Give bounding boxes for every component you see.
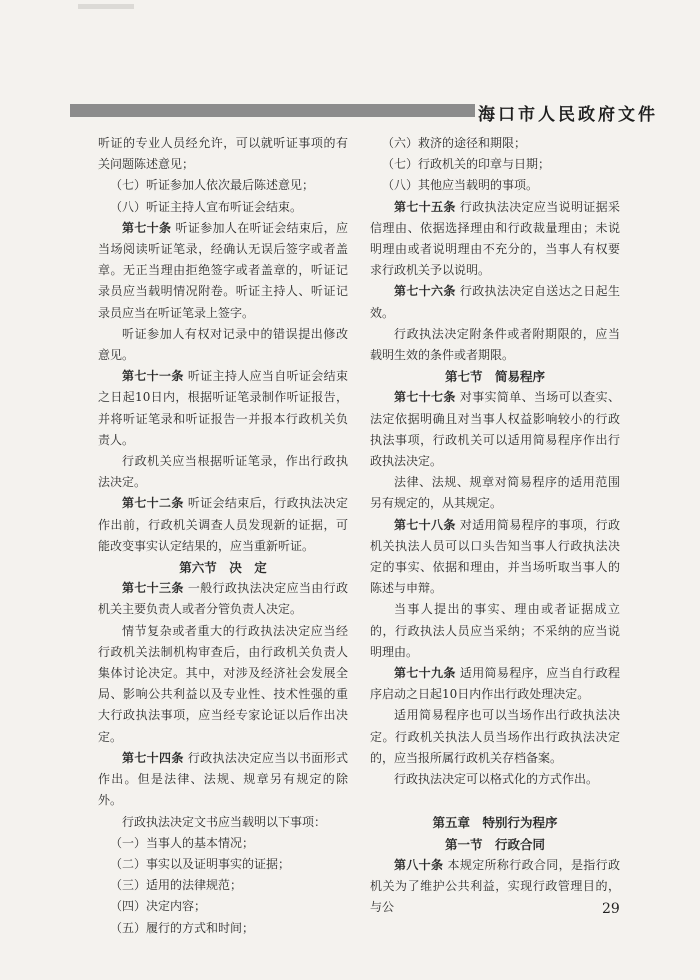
article-text: 一般行政执法决定应当由行政机关主要负责人或者分管负责人决定。 [98, 581, 348, 617]
article-text: 对事实简单、当场可以查实、法定依据明确且对当事人权益影响较小的行政执法事项，行政机关可以适用简易程序作出行政执法决定。 [370, 390, 620, 469]
list-item: （二）事实以及证明事实的证据； [110, 856, 291, 871]
page-number: 29 [602, 901, 620, 917]
header-bar [70, 104, 475, 117]
article-number: 第七十条 [122, 220, 172, 235]
article [370, 387, 620, 472]
chapter-heading: 第五章 特别行为程序 [432, 815, 558, 831]
article-text: 听证主持人应当自听证会结束之日起10日内，根据听证笔录制作听证报告，并将听证笔录和听证报告一并报本行政机关负责人。 [98, 369, 348, 447]
list-item: （三）适用的法律规范； [110, 878, 243, 893]
left-column [98, 133, 348, 939]
article-text: 对适用简易程序的事项，行政机关执法人员可以口头告知当事人行政执法决定的事实、依据和理由，并当场听取当事人的陈述与申辩。 [370, 517, 620, 596]
paragraph: 情节复杂或者重大的行政执法决定应当经行政机关法制机构审查后，由行政机关负责人集体讨论决定。其中，对涉及经济社会发展全局、影响公共利益以及专业性、技术性强的重大行政执法事项，应当经专家论证以后作出决定。 [98, 623, 348, 744]
article-number: 第八十条 [394, 857, 444, 872]
paragraph: 行政执法决定文书应当载明以下事项： [122, 814, 327, 829]
article [370, 663, 620, 705]
paragraph: 行政机关应当根据听证笔录，作出行政执法决定。 [98, 454, 348, 490]
scan-mark [78, 4, 134, 9]
list-item: （八）其他应当载明的事项。 [382, 178, 539, 193]
list-item: （四）决定内容； [110, 899, 207, 914]
article-number: 第七十四条 [122, 750, 184, 765]
article [370, 515, 620, 600]
article-number: 第七十三条 [122, 581, 184, 596]
article [98, 748, 348, 812]
paragraph: 听证的专业人员经允许，可以就听证事项的有关问题陈述意见； [98, 136, 348, 172]
list-item: （七）行政机关的印章与日期； [382, 157, 551, 172]
article-number: 第七十二条 [122, 496, 184, 511]
list-item: （七）听证参加人依次最后陈述意见； [110, 178, 315, 193]
spacer [370, 790, 620, 812]
section-heading: 第一节 行政合同 [444, 836, 545, 852]
article [370, 855, 620, 919]
list-item: （八）听证主持人宣布听证会结束。 [110, 199, 303, 214]
section-heading: 第七节 简易程序 [444, 369, 545, 385]
article-number: 第七十九条 [394, 666, 456, 681]
article-number: 第七十一条 [122, 369, 184, 384]
article-text: 行政执法决定应当说明证据采信理由、依据选择理由和行政裁量理由；未说明理由或者说明理由不充分的，当事人有权要求行政机关予以说明。 [370, 199, 620, 278]
paragraph: 听证参加人有权对记录中的错误提出修改意见。 [98, 326, 348, 363]
article [98, 366, 348, 451]
paragraph: 行政执法决定可以格式化的方式作出。 [394, 772, 599, 787]
list-item: （六）救济的途径和期限； [382, 136, 527, 150]
section-heading: 第六节 决 定 [179, 560, 267, 576]
article-number: 第七十七条 [394, 390, 456, 405]
article [370, 197, 620, 282]
list-item: （五）履行的方式和时间； [110, 920, 255, 935]
right-column [370, 133, 620, 918]
article-number: 第七十五条 [394, 199, 456, 214]
article-text: 行政执法决定自送达之日起生效。 [370, 284, 620, 320]
paragraph: 行政执法决定附条件或者附期限的，应当载明生效的条件或者期限。 [370, 326, 620, 363]
article-text: 听证参加人在听证会结束后，应当场阅读听证笔录，经确认无误后签字或者盖章。无正当理由拒绝签字或者盖章的，听证记录员应当载明情况附卷。听证主持人、听证记录员应当在听证笔录上签字。 [98, 220, 348, 320]
article-text: 适用简易程序，应当自行政程序启动之日起10日内作出行政处理决定。 [370, 666, 620, 702]
paragraph: 法律、法规、规章对简易程序的适用范围另有规定的，从其规定。 [370, 475, 620, 511]
article [98, 493, 348, 557]
article-number: 第七十六条 [394, 284, 456, 299]
document-header-title: 海口市人民政府文件 [478, 105, 658, 125]
article [370, 281, 620, 323]
list-item: （一）当事人的基本情况； [110, 835, 255, 850]
article-number: 第七十八条 [394, 517, 456, 532]
paragraph: 当事人提出的事实、理由或者证据成立的，行政执法人员应当采纳；不采纳的应当说明理由。 [370, 602, 620, 659]
paragraph: 适用简易程序也可以当场作出行政执法决定。行政机关执法人员当场作出行政执法决定的，应当报所属行政机关存档备案。 [370, 708, 620, 765]
article [98, 578, 348, 620]
article [98, 218, 348, 324]
article-text: 行政执法决定应当以书面形式作出。但是法律、法规、规章另有规定的除外。 [98, 750, 348, 808]
article-text: 本规定所称行政合同，是指行政机关为了维护公共利益，实现行政管理目的，与公 [370, 857, 620, 915]
article-text: 听证会结束后，行政执法决定作出前，行政机关调查人员发现新的证据，可能改变事实认定结果的，应当重新听证。 [98, 496, 348, 553]
